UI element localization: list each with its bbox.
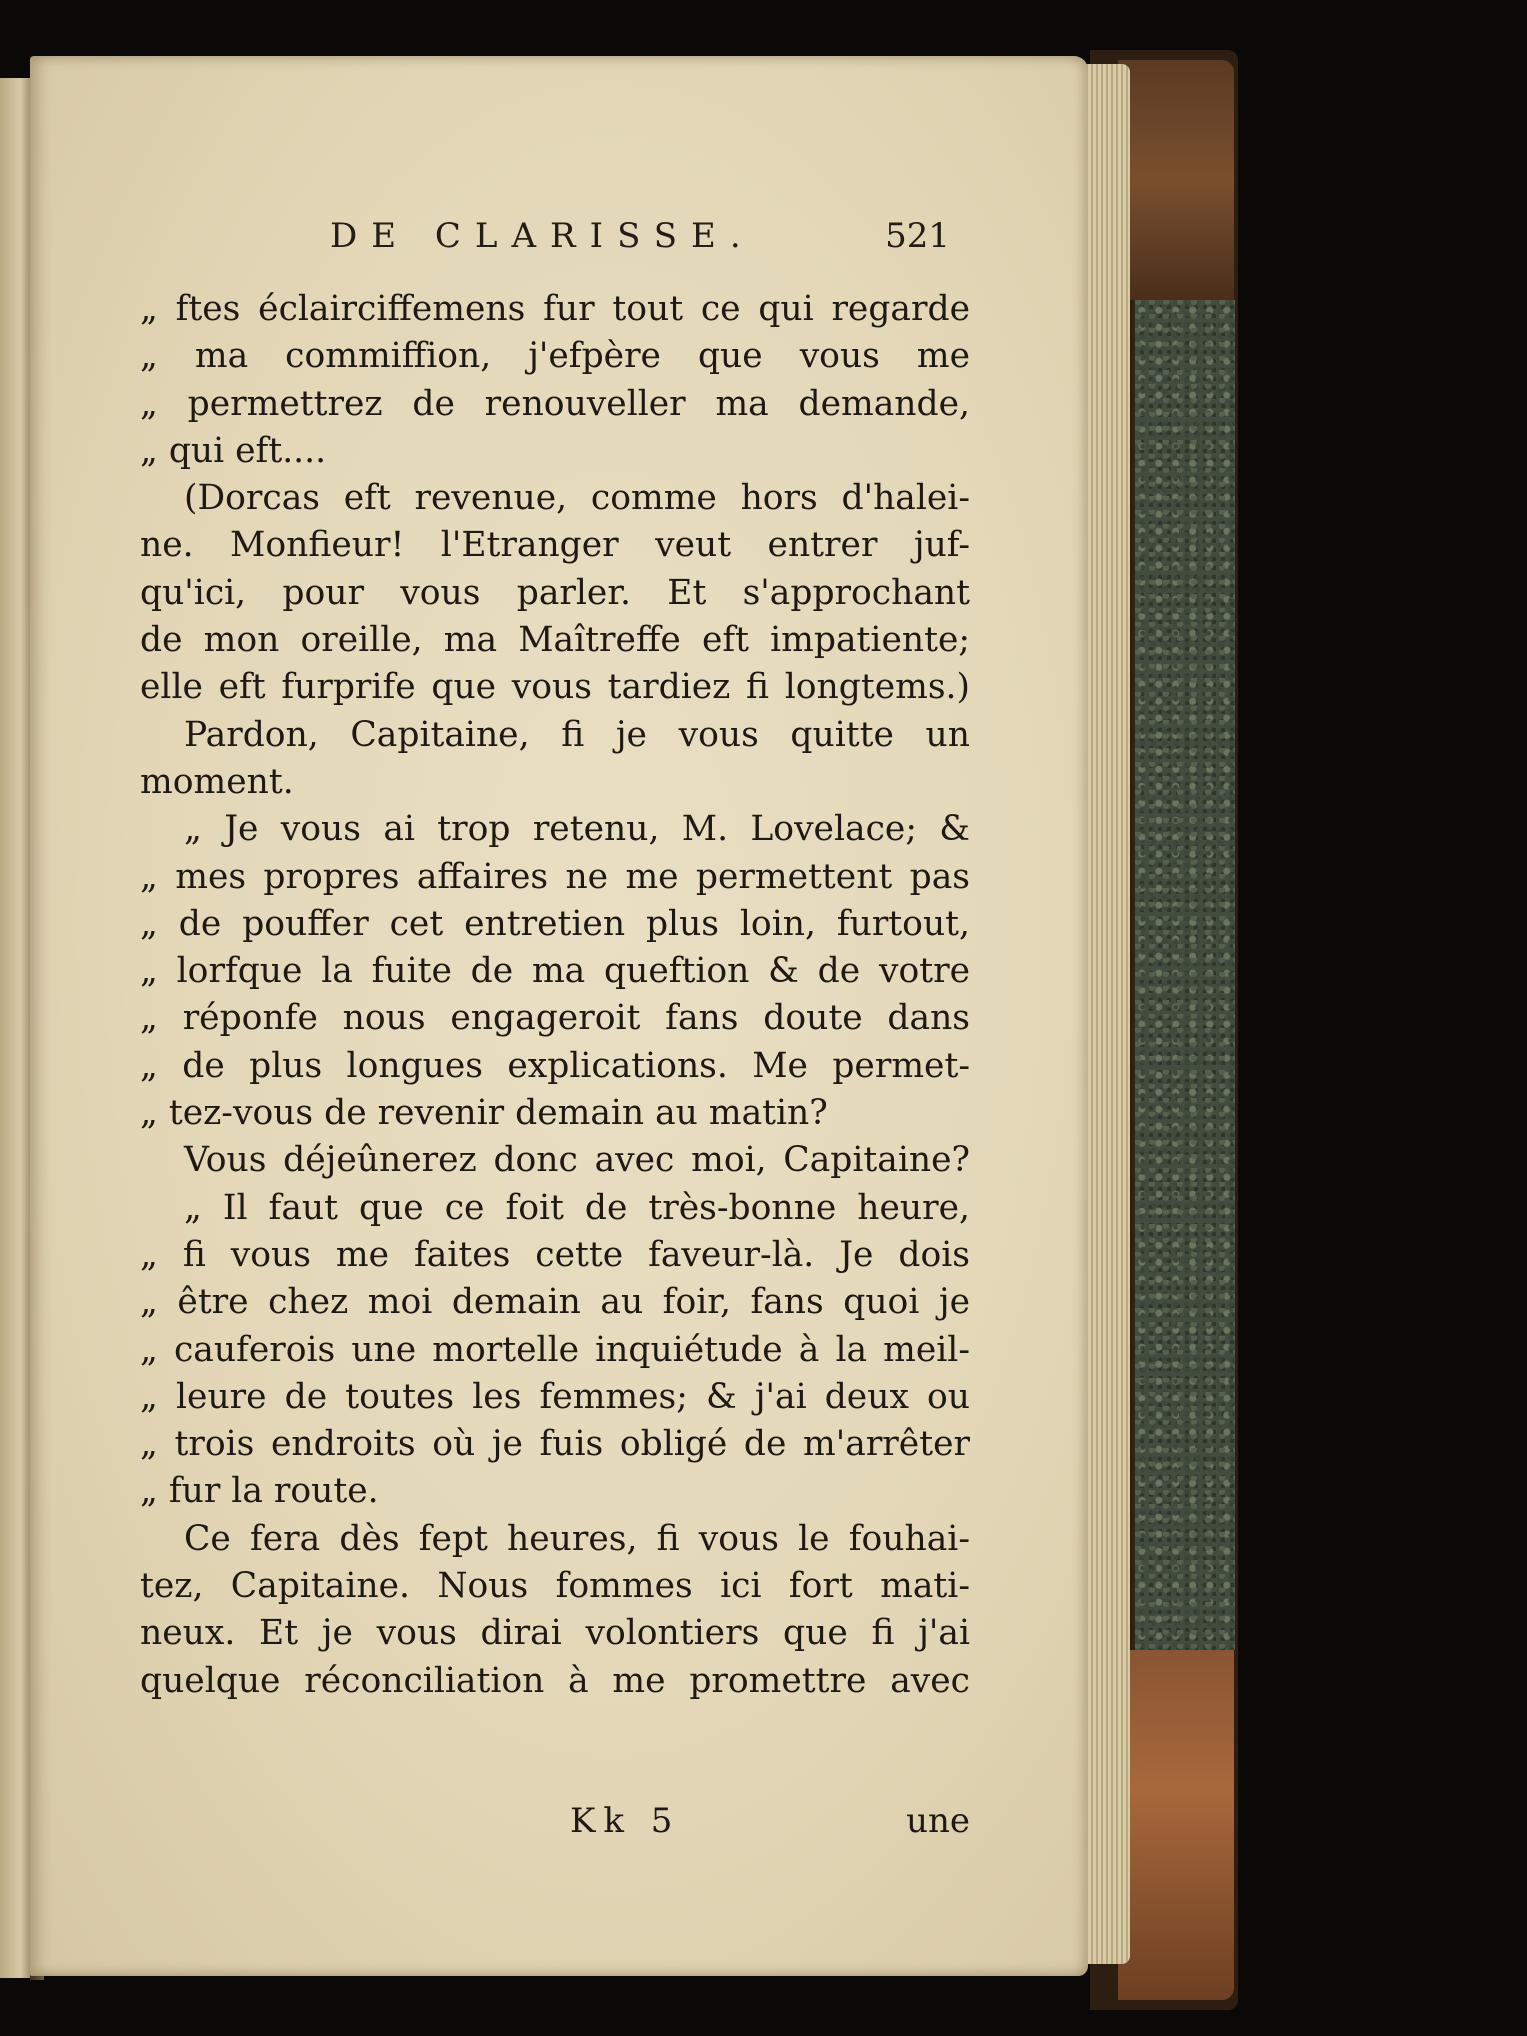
text-line: „ réponfe nous engageroit fans doute dans [140,998,970,1039]
text-line: „ Il faut que ce foit de très-bonne heure, [184,1187,970,1228]
text-line: Pardon, Capitaine, fi je vous quitte un [184,714,970,755]
text-line: tez, Capitaine. Nous fommes ici fort mati- [140,1566,970,1607]
running-head: DE CLARISSE. [330,216,755,256]
page-footer [140,1801,970,1851]
text-line: „ ftes éclairciffemens fur tout ce qui regarde [140,289,970,329]
text-line: „ lorfque la fuite de ma queftion & de votre [140,951,970,992]
text-line: „ de plus longues explications. Me permet- [140,1045,970,1086]
text-line: „ ma commiffion, j'efpère que vous me [140,336,970,377]
text-line: „ fi vous me faites cette faveur-là. Je dois [140,1234,970,1275]
page-header [330,216,950,276]
text-line: „ être chez moi demain au foir, fans quoi je [140,1282,970,1323]
text-line: de mon oreille, ma Maîtreffe eft impatiente; [140,620,970,661]
text-line: qu'ici, pour vous parler. Et s'approchant [140,572,970,613]
marbled-board [1132,300,1235,1650]
leather-corner-bottom [1118,1650,1234,2000]
text-line: moment. [140,761,294,802]
signature-mark: Kk 5 [570,1801,681,1841]
text-line: „ leure de toutes les femmes; & j'ai deux ou [140,1376,970,1417]
page-number: 521 [885,216,950,256]
page-body [140,286,970,1705]
text-line: Vous déjeûnerez donc avec moi, Capitaine? [184,1140,970,1181]
book-page [30,56,1088,1976]
text-line: „ mes propres affaires ne me permettent pas [140,856,970,897]
text-line: „ permettrez de renouveller ma demande, [140,383,970,424]
text-line: quelque réconciliation à me promettre avec [140,1660,970,1701]
text-line: ne. Monfieur! l'Etranger veut entrer juf- [140,525,970,566]
text-line: „ trois endroits où je fuis obligé de m'arrêter [140,1424,970,1465]
catchword: une [906,1801,970,1841]
text-line: Ce fera dès fept heures, fi vous le fouhai- [184,1518,970,1559]
text-line: (Dorcas eft revenue, comme hors d'halei- [184,478,970,519]
text-line: elle eft furprife que vous tardiez fi longtems.) [140,667,970,708]
text-line: neux. Et je vous dirai volontiers que fi j'ai [140,1613,970,1654]
leather-corner-top [1118,60,1234,300]
text-line: „ qui eft.... [140,430,327,471]
facing-page-edge [0,78,34,1978]
text-line: „ Je vous ai trop retenu, M. Lovelace; & [184,809,970,850]
text-line: „ de pouffer cet entretien plus loin, furtout, [140,903,970,944]
text-line: „ tez-vous de revenir demain au matin? [140,1093,828,1134]
text-line: „ fur la route. [140,1471,379,1512]
text-line: „ cauferois une mortelle inquiétude à la meil- [140,1329,970,1370]
